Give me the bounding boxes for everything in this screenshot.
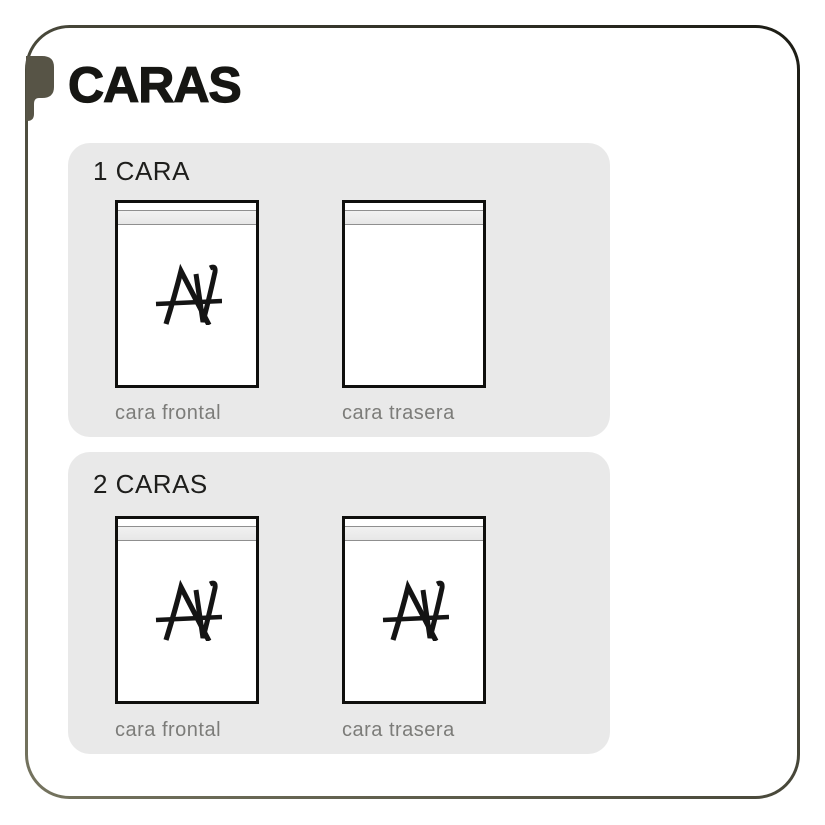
caption-cara-frontal: cara frontal [115, 402, 222, 424]
ziplock-strip [118, 210, 256, 225]
av-monogram-logo [152, 575, 222, 641]
caption-cara-frontal: cara frontal [115, 719, 222, 741]
bookmark-tab-icon [26, 56, 54, 121]
section-label: 2 CARAS [93, 469, 208, 499]
ziplock-strip [345, 210, 483, 225]
section-2-caras [68, 452, 610, 754]
av-monogram-logo [379, 575, 449, 641]
ziplock-strip [345, 526, 483, 541]
bag-back [342, 200, 486, 388]
section-label: 1 CARA [93, 156, 190, 186]
bag-front [115, 516, 259, 704]
page-title: CARAS [68, 57, 241, 113]
av-monogram-logo [152, 259, 222, 325]
caption-cara-trasera: cara trasera [342, 719, 455, 741]
caption-cara-trasera: cara trasera [342, 402, 455, 424]
bag-back [342, 516, 486, 704]
ziplock-strip [118, 526, 256, 541]
section-1-cara [68, 143, 610, 437]
bag-front [115, 200, 259, 388]
